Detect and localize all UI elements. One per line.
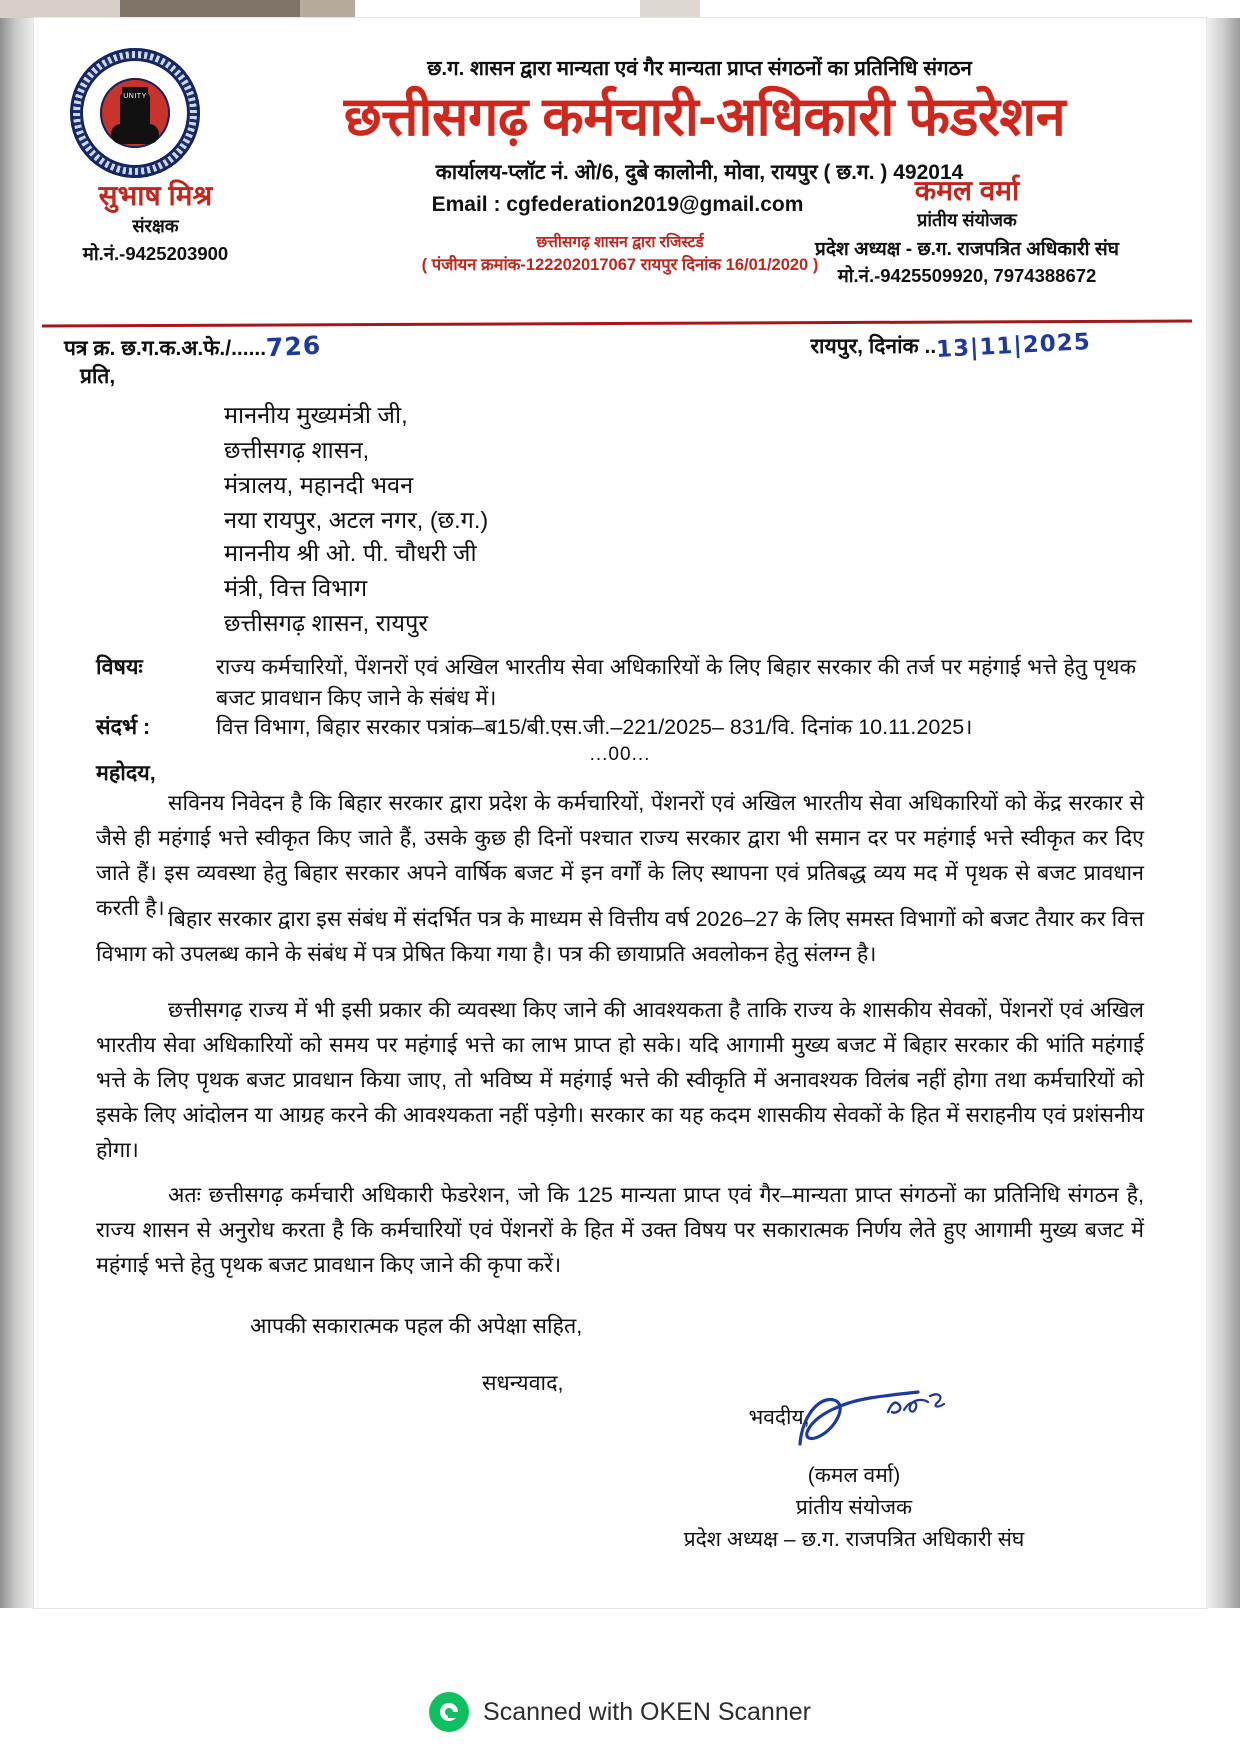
letter-date-handwritten: 13|11|2025 — [935, 328, 1092, 364]
letter-reference-label: पत्र क्र. छ.ग.क.अ.फे./...... — [64, 337, 267, 360]
letter-meta-row — [34, 328, 1206, 374]
body-paragraph: सविनय निवेदन है कि बिहार सरकार द्वारा प्रदेश के कर्मचारियों, पेंशनरों एवं अखिल भारतीय सेवा अधिकारियों को केंद्र सरकार से जैसे ही महंगाई भत्ते स्वीकृत किए जाते हैं, उसके कुछ ही दिनों पश्चात राज्य सरकार द्वारा भी समान दर पर महंगाई भत्ते स्वीकृत कर दिए जाते हैं। इस व्यवस्था हेतु बिहार सरकार अपने वार्षिक बजट में इन वर्गों के लिए स्थापना एवं प्रतिबद्ध व्यय मद में पृथक से बजट प्रावधान करती है। — [96, 791, 1144, 920]
section-divider-dots: ...00... — [589, 744, 651, 765]
scan-shadow-right — [1206, 18, 1240, 1608]
body-paragraph: छत्तीसगढ़ राज्य में भी इसी प्रकार की व्यवस्था किए जाने की आवश्यकता है ताकि राज्य के शासकीय सेवकों, पेंशनरों एवं अखिल भारतीय सेवा अधिकारियों को समय पर महंगाई भत्ते का लाभ प्राप्त हो सके। यदि आगामी मुख्य बजट में बिहार सरकार की भांति महंगाई भत्ते के लिए पृथक बजट प्रावधान किया जाए, तो भविष्य में महंगाई भत्ते की स्वीकृति में अनावश्यक विलंब नहीं होगा तथा कर्मचारियों को इसके लिए आंदोलन या आग्रह करने की आवश्यकता नहीं पड़ेगी। सरकार का यह कदम शासकीय सेवकों के हित में सराहनीय एवं प्रशंसनीय होगा। — [96, 998, 1144, 1162]
recipient-secondary-block — [224, 536, 477, 641]
signer-name: (कमल वर्मा) — [807, 1464, 901, 1487]
recipient-line: माननीय मुख्यमंत्री जी, — [224, 402, 408, 428]
patron-name: सुभाष मिश्र — [98, 180, 213, 211]
recipient-line: मंत्री, वित्त विभाग — [224, 575, 368, 601]
registration-line-2: ( पंजीयन क्रमांक-122202017067 रायपुर दिनांक 16/01/2020 ) — [421, 256, 819, 274]
convener-mobile: मो.नं.-9425509920, 7974388672 — [837, 265, 1097, 286]
yours-faithfully: भवदीय, — [748, 1406, 810, 1429]
body-paragraph: अतः छत्तीसगढ़ कर्मचारी अधिकारी फेडरेशन, जो कि 125 मान्यता प्राप्त एवं गैर–मान्यता प्राप्त संगठनों का प्रतिनिधि संगठन है, राज्य शासन से अनुरोध करता है कि कर्मचारियों एवं पेंशनरों के हित में उक्त विषय पर सकारात्मक निर्णय लेते हुए आगामी मुख्य बजट में महंगाई भत्ते हेतु पृथक बजट प्रावधान किए जाने की कृपा करें। — [96, 1183, 1144, 1277]
signature-block — [594, 1403, 1114, 1553]
subject-text: राज्य कर्मचारियों, पेंशनरों एवं अखिल भारतीय सेवा अधिकारियों के लिए बिहार सरकार की तर्ज पर महंगाई भत्ते हेतु पृथक बजट प्रावधान किए जाने के संबंध में। — [216, 655, 1136, 710]
recipient-primary-block — [224, 398, 488, 538]
recipient-line: नया रायपुर, अटल नगर, (छ.ग.) — [224, 507, 489, 533]
patron-role: संरक्षक — [132, 216, 179, 236]
recipient-line: छत्तीसगढ़ शासन, रायपुर — [224, 610, 429, 636]
oken-scanner-icon — [429, 1692, 469, 1732]
to-label: प्रति, — [80, 365, 116, 388]
recipient-line: माननीय श्री ओ. पी. चौधरी जी — [224, 540, 477, 566]
subject-label: विषयः — [96, 655, 143, 679]
body-paragraph: बिहार सरकार द्वारा इस संबंध में संदर्भित पत्र के माध्यम से वित्तीय वर्ष 2026–27 के लिए समस्त विभागों को बजट तैयार कर वित्त विभाग को उपलब्ध काने के संबंध में पत्र प्रेषित किया गया है। पत्र की छायाप्रति अवलोकन हेतु संलग्न है। — [96, 907, 1144, 966]
org-email: Email : cgfederation2019@gmail.com — [431, 193, 804, 216]
recipient-line: छत्तीसगढ़ शासन, — [224, 437, 370, 463]
subject-row — [96, 652, 1136, 714]
letter-place-date-label: रायपुर, दिनांक .. — [810, 335, 937, 358]
letter-place-date — [810, 328, 1092, 364]
scanner-watermark — [0, 1692, 1240, 1737]
convener-name: कमल वर्मा — [914, 175, 1020, 206]
recipient-line: मंत्रालय, महानदी भवन — [224, 472, 414, 498]
letterhead-divider-rule — [42, 319, 1192, 327]
emblem-center-word: UNITY — [122, 87, 148, 107]
registration-line-1: छत्तीसगढ़ शासन द्वारा रजिस्टर्ड — [536, 234, 704, 251]
closing-line-1: आपकी सकारात्मक पहल की अपेक्षा सहित, — [250, 1314, 583, 1338]
letter-reference-number — [64, 332, 321, 362]
scan-shadow-left — [0, 18, 34, 1608]
signer-organisation: प्रदेश अध्यक्ष – छ.ग. राजपत्रित अधिकारी संघ — [683, 1528, 1025, 1551]
patron-contact-block — [48, 180, 263, 266]
convener-contact-block — [732, 175, 1202, 288]
greeting: महोदय, — [96, 761, 156, 785]
org-address: कार्यालय-प्लॉट नं. ओ/6, दुबे कालोनी, मोवा, रायपुर ( छ.ग. ) 492014 — [435, 161, 964, 184]
convener-role: प्रांतीय संयोजक — [917, 210, 1017, 230]
signer-role: प्रांतीय संयोजक — [795, 1496, 913, 1519]
scanner-watermark-text: Scanned with OKEN Scanner — [483, 1697, 811, 1726]
letter-sheet — [34, 18, 1206, 1608]
reference-label: संदर्भ : — [96, 715, 151, 739]
closing-line-2: सधन्यवाद, — [482, 1371, 564, 1395]
org-tagline: छ.ग. शासन द्वारा मान्यता एवं गैर मान्यता प्राप्त संगठनों का प्रतिनिधि संगठन — [427, 57, 972, 80]
reference-row — [96, 712, 1136, 743]
reference-text: वित्त विभाग, बिहार सरकार पत्रांक–ब15/बी.एस.जी.–221/2025– 831/वि. दिनांक 10.11.2025। — [216, 715, 973, 739]
letterhead — [34, 30, 1206, 310]
org-title: छत्तीसगढ़ कर्मचारी-अधिकारी फेडरेशन — [343, 87, 1066, 147]
patron-mobile: मो.नं.-9425203900 — [82, 243, 229, 264]
federation-emblem-icon — [70, 48, 200, 178]
convener-organisation: प्रदेश अध्यक्ष - छ.ग. राजपत्रित अधिकारी संघ — [815, 239, 1119, 260]
letter-reference-handwritten: 726 — [265, 330, 322, 363]
